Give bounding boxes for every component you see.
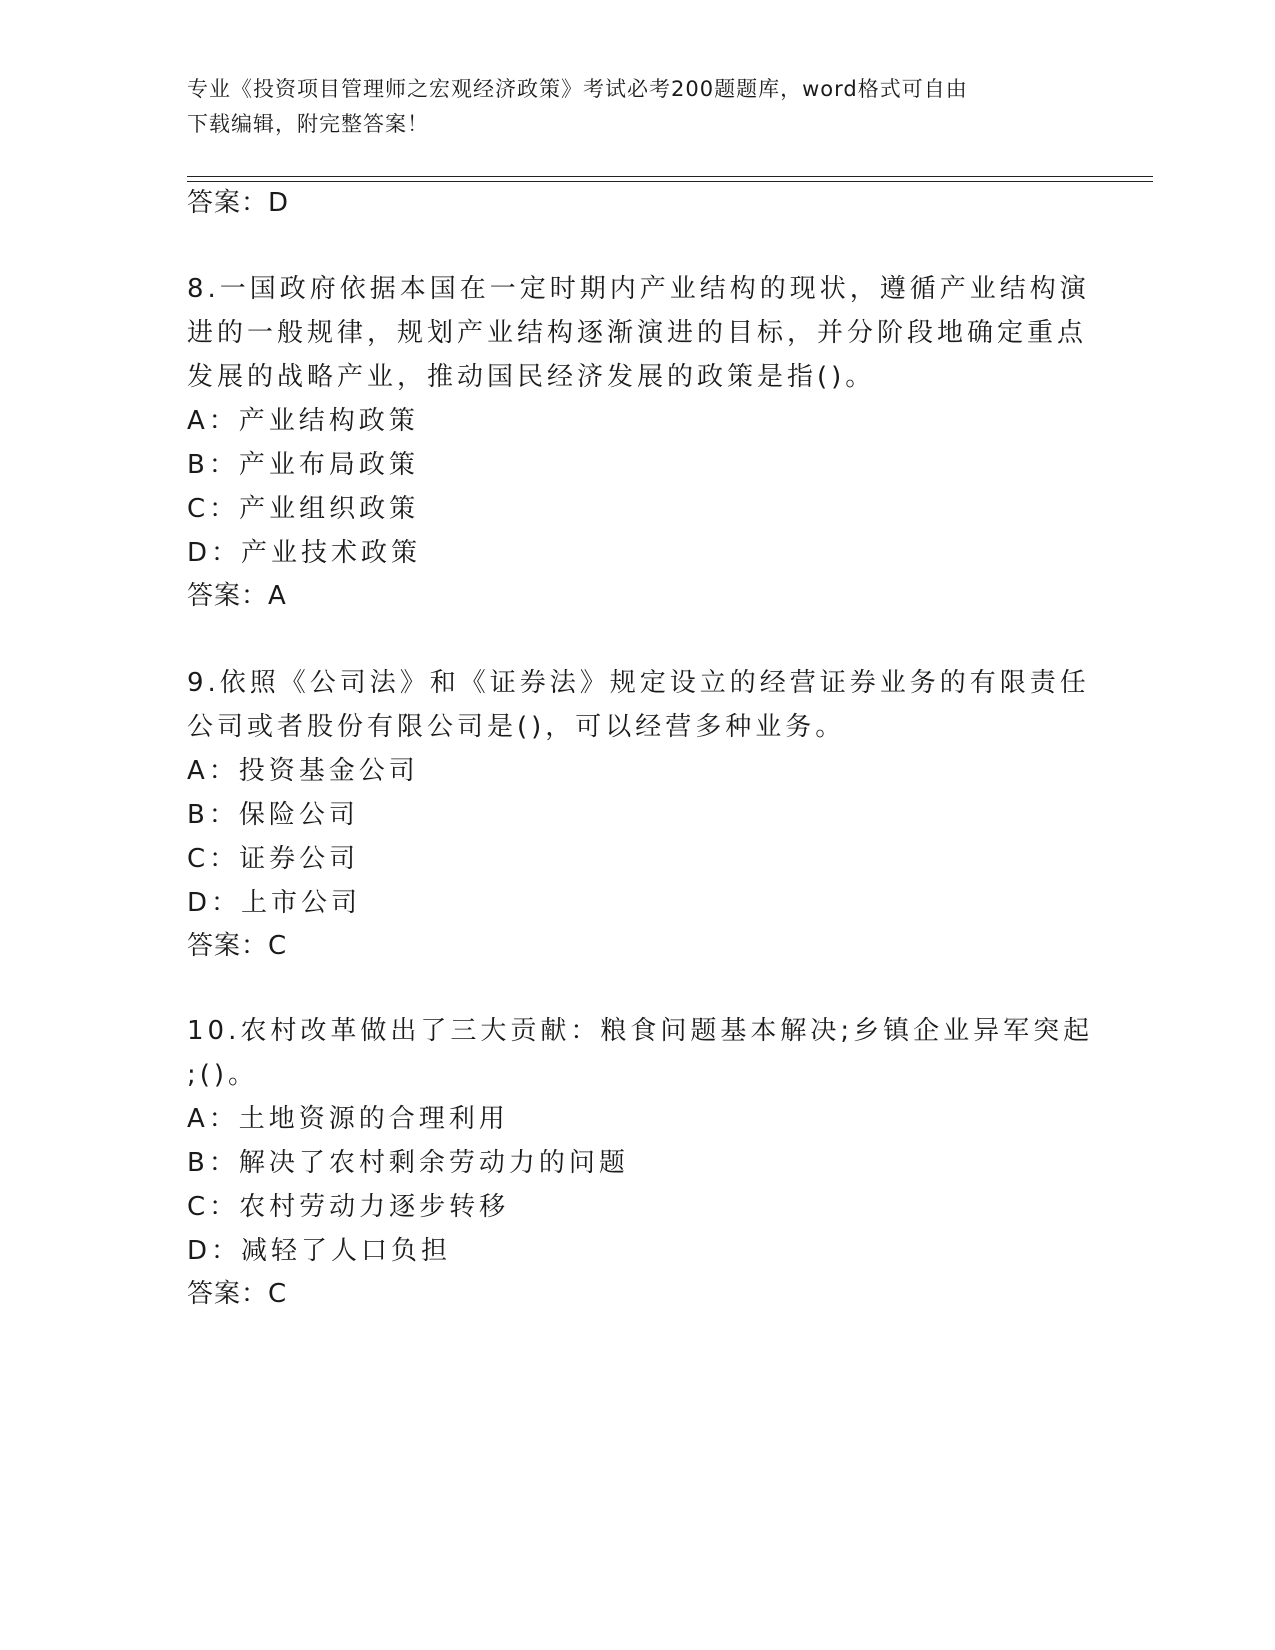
question-8-option-d: D：产业技术政策	[187, 538, 422, 568]
question-9-stem-line-2: 公司或者股份有限公司是()，可以经营多种业务。	[187, 712, 846, 742]
header-line-2: 下载编辑，附完整答案！	[187, 112, 429, 136]
question-8-answer: 答案：A	[187, 581, 287, 611]
header-divider-bottom	[187, 181, 1153, 182]
header-divider-top	[187, 176, 1153, 177]
question-10-answer: 答案：C	[187, 1279, 288, 1309]
previous-answer: 答案：D	[187, 188, 290, 218]
question-8-option-b: B：产业布局政策	[187, 450, 419, 480]
question-10-option-c: C：农村劳动力逐步转移	[187, 1192, 510, 1222]
question-8-stem-line-2: 进的一般规律，规划产业结构逐渐演进的目标，并分阶段地确定重点	[187, 318, 1088, 348]
question-8-stem-line-1: 8.一国政府依据本国在一定时期内产业结构的现状，遵循产业结构演	[187, 274, 1090, 304]
question-9-option-b: B：保险公司	[187, 800, 359, 830]
question-10-stem-line-1: 10.农村改革做出了三大贡献：粮食问题基本解决;乡镇企业异军突起	[187, 1016, 1094, 1046]
question-8-option-a: A：产业结构政策	[187, 406, 419, 436]
question-8-stem-line-3: 发展的战略产业，推动国民经济发展的政策是指()。	[187, 362, 876, 392]
question-9-stem-line-1: 9.依照《公司法》和《证券法》规定设立的经营证券业务的有限责任	[187, 668, 1090, 698]
question-9-option-d: D：上市公司	[187, 888, 362, 918]
question-10-option-a: A：土地资源的合理利用	[187, 1104, 509, 1134]
question-8-option-c: C：产业组织政策	[187, 494, 420, 524]
question-10-option-d: D：减轻了人口负担	[187, 1236, 452, 1266]
document-header	[187, 72, 1067, 142]
header-line-1: 专业《投资项目管理师之宏观经济政策》考试必考200题题库，word格式可自由	[187, 77, 968, 101]
question-10-stem-line-2: ;()。	[187, 1060, 259, 1090]
question-9-option-c: C：证券公司	[187, 844, 360, 874]
question-9-answer: 答案：C	[187, 931, 288, 961]
question-10-option-b: B：解决了农村剩余劳动力的问题	[187, 1148, 629, 1178]
question-9-option-a: A：投资基金公司	[187, 756, 419, 786]
